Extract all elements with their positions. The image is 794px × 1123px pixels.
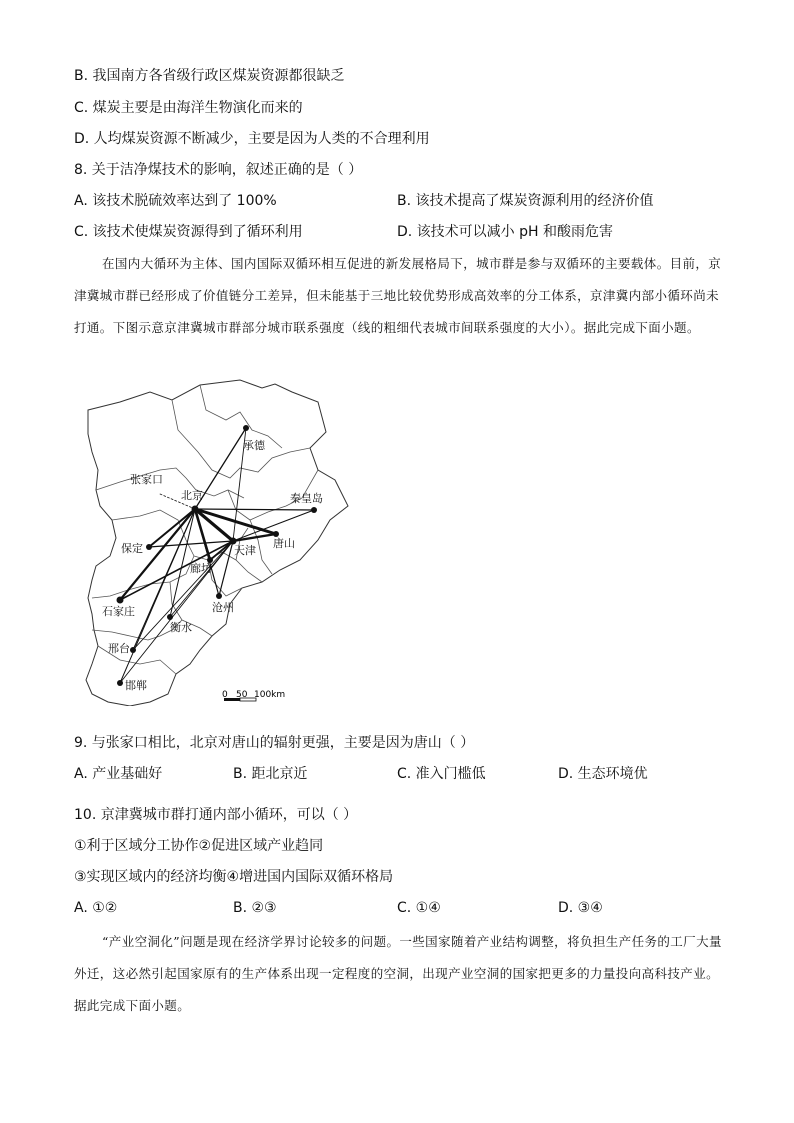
q9-stem: 9. 与张家口相比，北京对唐山的辐射更强，主要是因为唐山（ ） — [74, 735, 475, 751]
label-langfang: 廊坊 — [190, 562, 212, 575]
q7-option-b: B. 我国南方各省级行政区煤炭资源都很缺乏 — [74, 68, 345, 84]
label-qinhuangdao: 秦皇岛 — [290, 492, 323, 505]
q9-option-a: A. 产业基础好 — [74, 766, 163, 782]
q10-option-b: B. ②③ — [233, 900, 277, 916]
q8-stem: 8. 关于洁净煤技术的影响，叙述正确的是（ ） — [74, 162, 363, 178]
city-point-hengshui — [167, 614, 173, 620]
label-baoding: 保定 — [121, 542, 143, 555]
q9-option-c: C. 准入门槛低 — [397, 766, 486, 782]
city-point-baoding — [146, 544, 152, 550]
label-xingtai: 邢台 — [108, 642, 130, 655]
scale-bar — [222, 690, 285, 701]
city-point-handan — [117, 680, 123, 686]
q9-option-b: B. 距北京近 — [233, 766, 308, 782]
label-hengshui: 衡水 — [170, 621, 192, 634]
q10-stem: 10. 京津冀城市群打通内部小循环，可以（ ） — [74, 807, 358, 823]
passage-industry-hollowing — [74, 926, 724, 1022]
q10-option-c: C. ①④ — [397, 900, 441, 916]
label-shijiazhuang: 石家庄 — [102, 605, 135, 618]
label-cangzhou: 沧州 — [212, 601, 234, 614]
passage-jingjinji-text: 在国内大循环为主体、国内国际双循环相互促进的新发展格局下，城市群是参与双循环的主要载体。目前，京津冀城市群已经形成了价值链分工差异，但未能基于三地比较优势形成高效率的分工体系，京津冀内部小循环尚未打通。下图示意京津冀城市群部分城市联系强度（线的粗细代表城市间联系强度的大小）。据此完成下面小题。 — [74, 256, 722, 335]
city-point-chengde — [243, 425, 249, 431]
q8-option-a: A. 该技术脱硫效率达到了 100% — [74, 193, 277, 209]
jingjinji-city-link-map — [76, 376, 356, 706]
city-point-qinhuangdao — [311, 507, 317, 513]
q8-option-d: D. 该技术可以减小 pH 和酸雨危害 — [397, 224, 613, 240]
q10-option-a: A. ①② — [74, 900, 118, 916]
label-handan: 邯郸 — [125, 679, 147, 692]
city-point-beijing — [192, 506, 199, 513]
label-beijing: 北京 — [181, 489, 203, 502]
scale-label-100: 100km — [254, 690, 286, 700]
q10-statements-1: ①利于区域分工协作②促进区域产业趋同 — [74, 838, 324, 854]
q7-option-c: C. 煤炭主要是由海洋生物演化而来的 — [74, 100, 303, 116]
q10-statements-2: ③实现区域内的经济均衡④增进国内国际双循环格局 — [74, 869, 394, 885]
label-tianjin: 天津 — [234, 544, 256, 557]
q9-option-d: D. 生态环境优 — [558, 766, 648, 782]
label-tangshan: 唐山 — [273, 537, 295, 550]
city-point-cangzhou — [216, 593, 222, 599]
q8-option-c: C. 该技术使煤炭资源得到了循环利用 — [74, 224, 303, 240]
label-zhangjiakou: 张家口 — [130, 473, 163, 486]
city-point-xingtai — [130, 647, 136, 653]
scale-label-50: 50 — [236, 690, 248, 700]
q8-option-b: B. 该技术提高了煤炭资源利用的经济价值 — [397, 193, 654, 209]
scale-label-0: 0 — [222, 690, 228, 700]
q10-option-d: D. ③④ — [558, 900, 603, 916]
passage-industry-hollowing-text: “产业空洞化”问题是现在经济学界讨论较多的问题。一些国家随着产业结构调整，将负担生产任务的工厂大量外迁，这必然引起国家原有的生产体系出现一定程度的空洞，出现产业空洞的国家把更多的力量投向高科技产业。据此完成下面小题。 — [74, 934, 722, 1013]
q7-option-d: D. 人均煤炭资源不断减少，主要是因为人类的不合理利用 — [74, 131, 430, 147]
passage-jingjinji — [74, 248, 724, 344]
label-chengde: 承德 — [243, 439, 265, 452]
city-point-shijiazhuang — [117, 597, 124, 604]
